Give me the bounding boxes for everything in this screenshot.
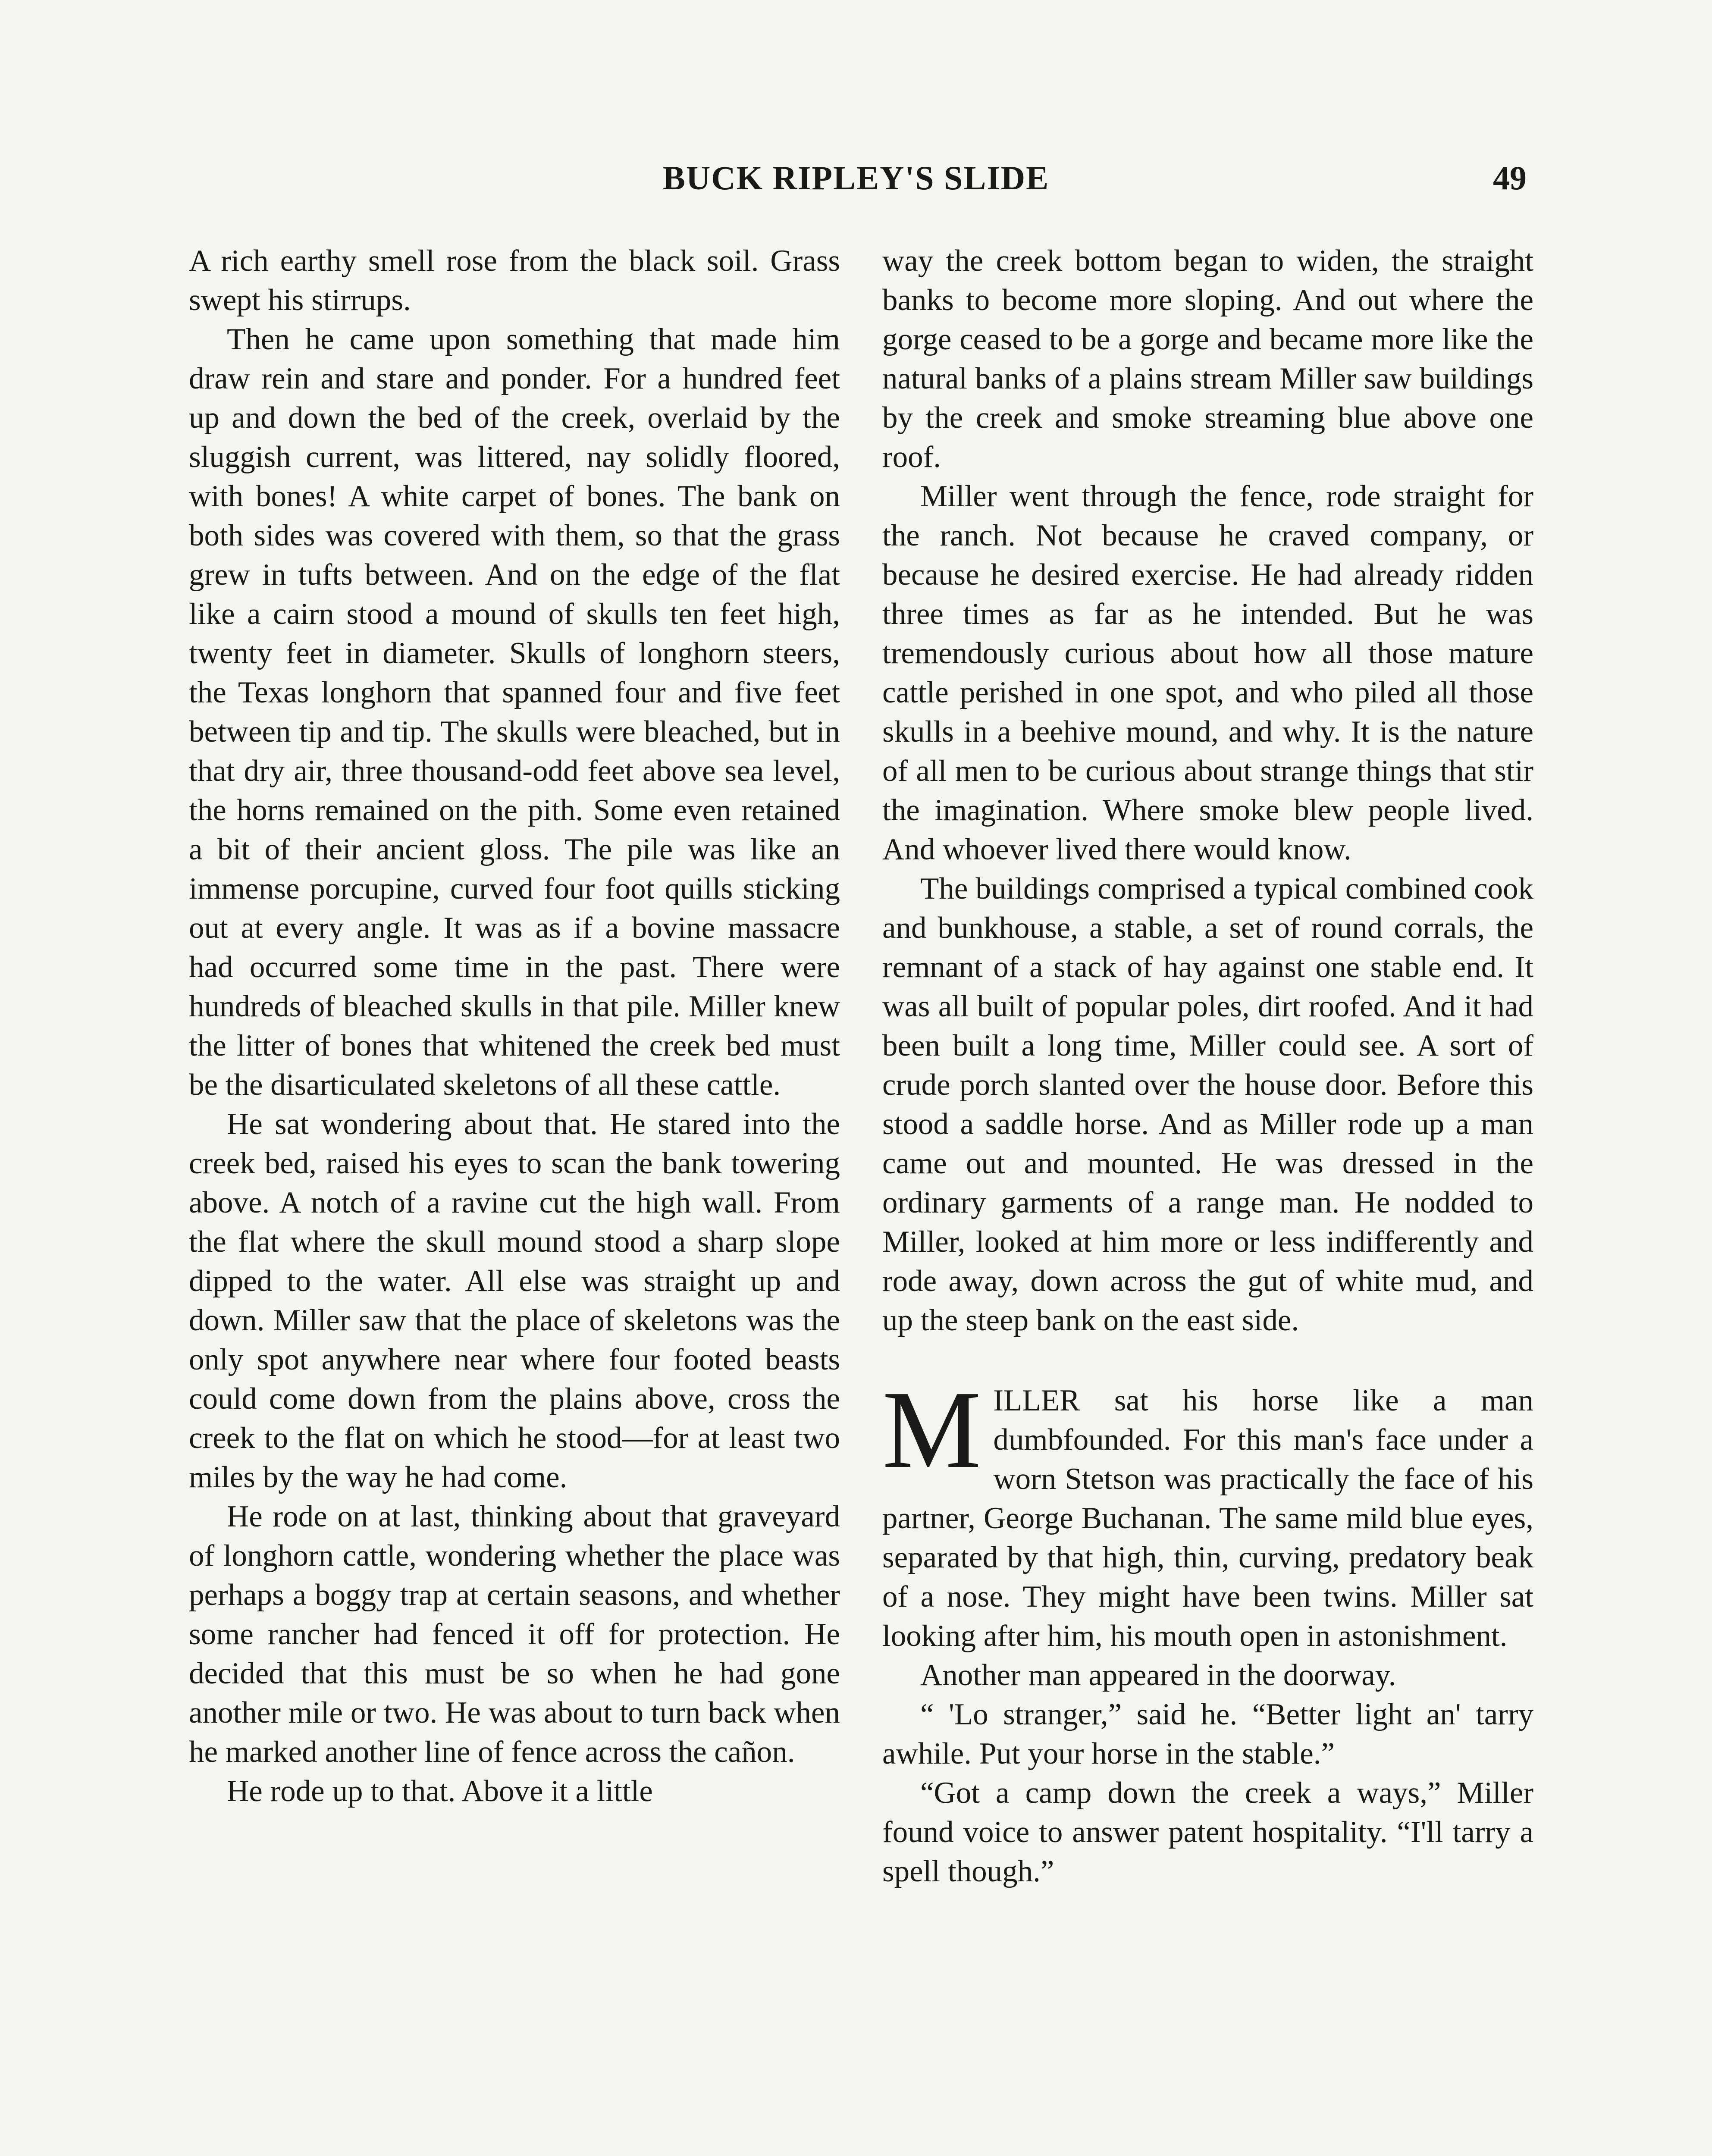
paragraph: Another man appeared in the doorway. [920,1658,1396,1692]
paragraph: He sat wondering about that. He stared into the creek bed, raised his eyes to scan the bank towering above. A notch of a ravine cut the high wall. From the flat where the skull mound stood a sharp slope dipped to the water. All else was straight up and down. Miller saw that the place of skeletons was the only spot anywhere near where four footed beasts could come down from the plains above, cross the creek to the flat on which he stood—for at least two miles by the way he had come. [189,1107,840,1494]
paragraph: “ 'Lo stranger,” said he. “Better light an' tarry awhile. Put your horse in the stable.” [882,1698,1533,1771]
paragraph: The buildings comprised a typical combined cook and bunkhouse, a stable, a set of round corrals, the remnant of a stack of hay against one stable end. It was all built of popular poles, dirt roofed. And it had been built a long time, Miller could see. A sort of crude porch slanted over the house door. Before this stood a saddle horse. And as Miller rode up a man came out and mounted. He was dressed in the ordinary garments of a range man. He nodded to Miller, looked at him more or less indifferently and rode away, down across the gut of white mud, and up the steep bank on the east side. [882,872,1533,1337]
paragraph: way the creek bottom began to widen, the straight banks to become more sloping. And out where the gorge ceased to be a gorge and became more like the natural banks of a plains stream Miller saw buildings by the creek and smoke streaming blue above one roof. [882,244,1533,474]
page-header [185,154,1527,202]
dropcap-paragraph-text: ILLER sat his horse like a man dumbfounded. For this man's face under a worn Stetson was practically the face of his partner, George Buchanan. The same mild blue eyes, separated by that high, thin, curving, predatory beak of a nose. They might have been twins. Miller sat looking after him, his mouth open in astonishment. [882,1384,1533,1653]
left-column [189,241,840,2156]
paragraph: A rich earthy smell rose from the black soil. Grass swept his stirrups. [189,244,840,317]
paragraph: “Got a camp down the creek a ways,” Miller found voice to answer patent hospitality. “I'll tarry a spell though.” [882,1776,1533,1888]
dropcap-paragraph [882,1368,1533,1656]
right-column [882,241,1533,2156]
paragraph: Then he came upon something that made him draw rein and stare and ponder. For a hundred feet up and down the bed of the creek, overlaid by the sluggish current, was littered, nay solidly floored, with bones! A white carpet of bones. The bank on both sides was covered with them, so that the grass grew in tufts between. And on the edge of the flat like a cairn stood a mound of skulls ten feet high, twenty feet in diameter. Skulls of longhorn steers, the Texas longhorn that spanned four and five feet between tip and tip. The skulls were bleached, but in that dry air, three thousand-odd feet above sea level, the horns remained on the pith. Some even retained a bit of their ancient gloss. The pile was like an immense porcupine, curved four foot quills sticking out at every angle. It was as if a bovine massacre had occurred some time in the past. There were hundreds of bleached skulls in that pile. Miller knew the litter of bones that whitened the creek bed must be the disarticulated skeletons of all these cattle. [189,323,840,1102]
drop-cap-letter: M [882,1368,981,1491]
paragraph: He rode up to that. Above it a little [227,1774,653,1808]
running-title: BUCK RIPLEY'S SLIDE [662,159,1050,197]
paragraph: He rode on at last, thinking about that graveyard of longhorn cattle, wondering whether the place was perhaps a boggy trap at certain seasons, and whether some rancher had fenced it off for protection. He decided that this must be so when he had gone another mile or two. He was about to turn back when he marked another line of fence across the cañon. [189,1500,840,1769]
page-number: 49 [1493,159,1527,197]
paragraph: Miller went through the fence, rode straight for the ranch. Not because he craved company, or because he desired exercise. He had already ridden three times as far as he intended. But he was tremendously curious about how all those mature cattle perished in one spot, and who piled all those skulls in a beehive mound, and why. It is the nature of all men to be curious about strange things that stir the imagination. Where smoke blew people lived. And whoever lived there would know. [882,479,1533,866]
